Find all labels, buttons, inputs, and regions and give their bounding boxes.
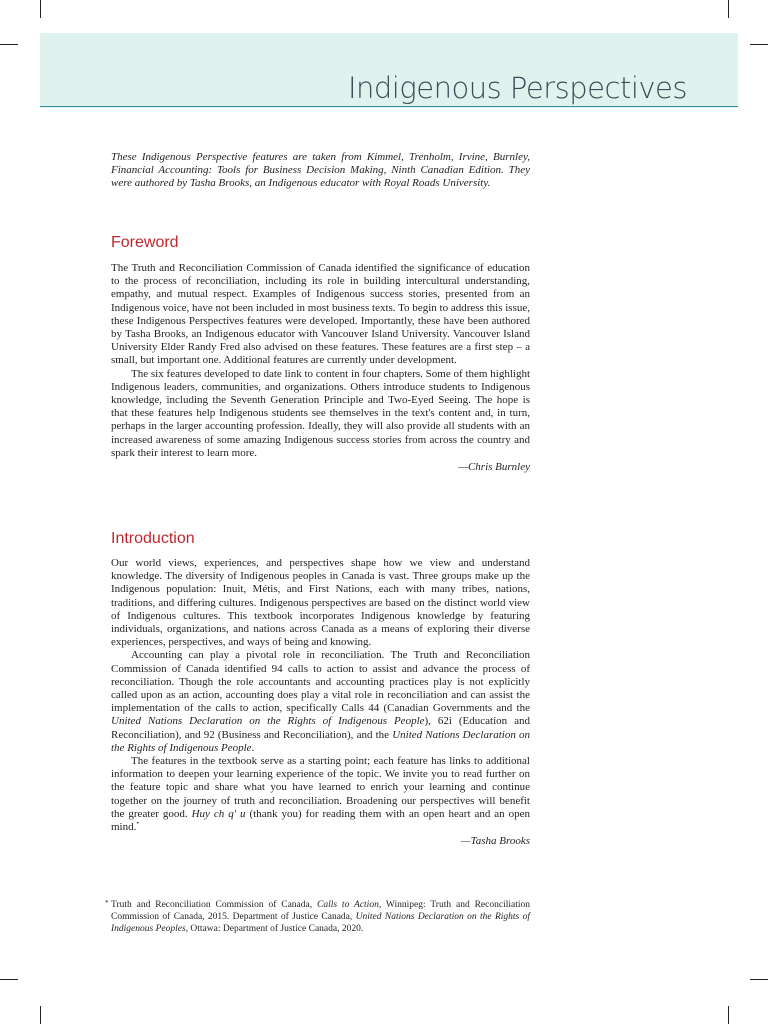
header-rule	[40, 106, 738, 107]
crop-mark	[0, 44, 18, 45]
intro-note	[111, 151, 530, 191]
introduction-paragraph-2: Accounting can play a pivotal role in reconciliation. The Truth and Reconciliation Commission of Canada identified 94 calls to action to assist and advance the process of reconciliation. Though the role accountants and accounting practices play is not explicitly called upon as an action, accounting does play a vital role in reconciliation and can assist the implementation of the calls to action, specifically Calls 44 (Canadian Governments and the United Nations Declaration on the Rights of Indigenous People), 62i (Education and Reconciliation), and 92 (Business and Reconciliation), and the United Nations Declaration on the Rights of Indigenous People.	[111, 649, 530, 754]
crop-mark	[750, 979, 768, 980]
footnote-reference: *	[136, 821, 140, 828]
crop-mark	[750, 44, 768, 45]
crop-mark	[40, 1006, 41, 1024]
foreword-paragraph-1: The Truth and Reconciliation Commission of Canada identified the significance of education to the process of reconciliation, including its role in building intercultural understanding, empathy, and mutual respect. Examples of Indigenous success stories, presented from an Indigenous voice, have not been included in most business texts. To begin to address this issue, these Indigenous Perspectives features were developed. Importantly, these have been authored by Tasha Brooks, an Indigenous educator with Vancouver Island University. Vancouver Island University Elder Randy Fred also advised on these features. These features are a first step – a small, but important one. Additional features are currently under development.	[111, 262, 530, 367]
introduction-signature: —Tasha Brooks	[460, 835, 530, 848]
foreword-body	[111, 262, 530, 474]
crop-mark	[728, 1006, 729, 1024]
crop-mark	[728, 0, 729, 18]
footnote	[105, 899, 530, 935]
page-title: Indigenous Perspectives	[347, 71, 687, 105]
foreword-paragraph-2: The six features developed to date link to content in four chapters. Some of them highlight Indigenous leaders, communities, and organizations. Others introduce students to Indigenous knowledge, including the Seventh Generation Principle and Two-Eyed Seeing. The hope is that these features help Indigenous students see themselves in the text's content and, in turn, perhaps in the larger accounting profession. Ideally, they will also provide all students with an increased awareness of some amazing Indigenous success stories from across the country and spark their interest to learn more.	[111, 367, 530, 459]
crop-mark	[40, 0, 41, 18]
intro-note-text: These Indigenous Perspective features are taken from Kimmel, Trenholm, Irvine, Burnley, Financial Accounting: Tools for Business Decision Making, Ninth Canadian Edition. They were authored by Tasha Brooks, an Indigenous educator with Royal Roads University.	[111, 151, 530, 190]
footnote-mark: *	[105, 899, 109, 907]
introduction-paragraph-1: Our world views, experiences, and perspectives shape how we view and understand knowledge. The diversity of Indigenous peoples in Canada is vast. Three groups make up the Indigenous population: Inuit, Métis, and First Nations, each with many tribes, nations, traditions, and differing cultures. Indigenous perspectives are based on the distinct world view of Indigenous cultures. This textbook incorporates Indigenous knowledge by featuring individuals, organizations, and nations across Canada as a means of exploring their diverse experiences, perspectives, and ways of being and knowing.	[111, 557, 530, 649]
foreword-signature: —Chris Burnley	[458, 461, 530, 474]
introduction-paragraph-3: The features in the textbook serve as a starting point; each feature has links to additional information to deepen your learning experience of the topic. We invite you to read further on the feature topic and share what you have learned to enrich your learning and continue together on the journey of truth and reconciliation. Broadening our perspectives will benefit the greater good. Huy ch q' u (thank you) for reading them with an open heart and an open mind.*	[111, 755, 531, 834]
crop-mark	[0, 979, 18, 980]
footnote-text: Truth and Reconciliation Commission of Canada, Calls to Action, Winnipeg: Truth and Reconciliation Commission of Canada, 2015. Department of Justice Canada, United Nations Declaration on the Rights of Indigenous Peoples, Ottawa: Department of Justice Canada, 2020.	[111, 900, 530, 934]
introduction-body	[111, 557, 530, 848]
introduction-heading: Introduction	[111, 530, 195, 547]
foreword-heading: Foreword	[111, 234, 179, 251]
